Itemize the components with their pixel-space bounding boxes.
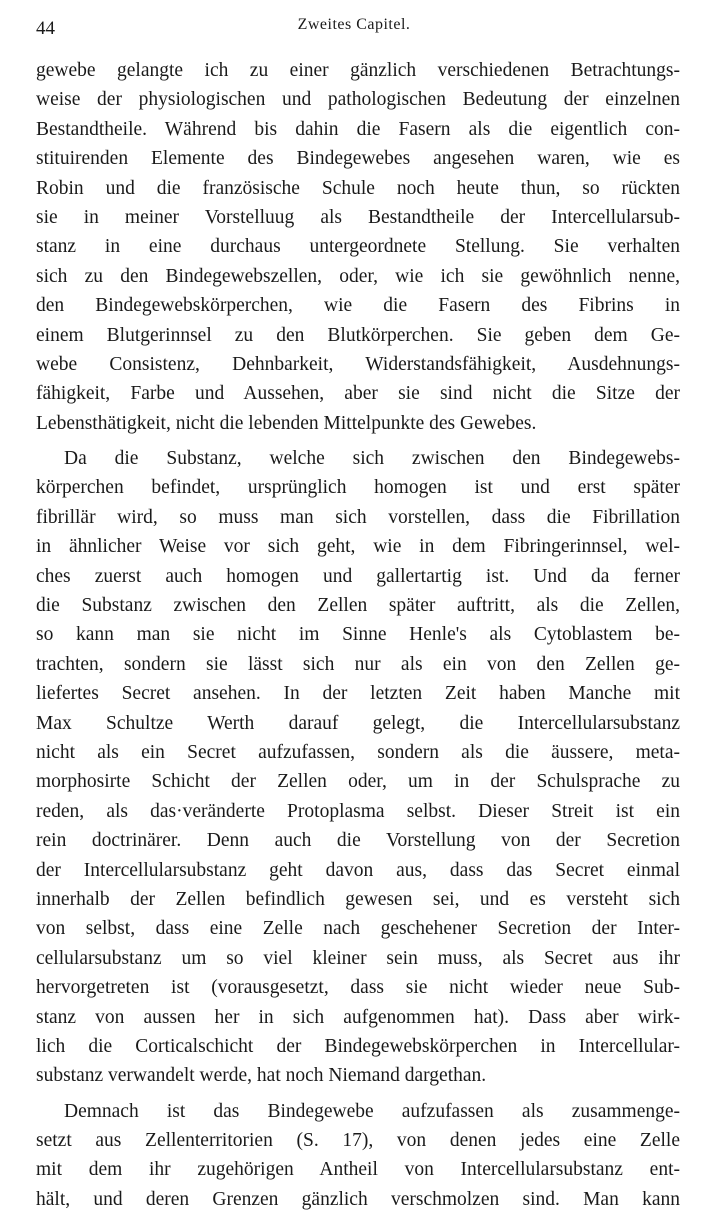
text-line: einem Blutgerinnsel zu den Blutkörperchen. Sie geben dem Ge-: [36, 324, 680, 346]
page-number: 44: [36, 18, 55, 39]
text-line: sie in meiner Vorstelluug als Bestandtheile der Intercellularsub-: [36, 206, 680, 228]
text-line: cellularsubstanz um so viel kleiner sein muss, als Secret aus ihr: [36, 947, 680, 969]
text-line: stanz von aussen her in sich aufgenommen hat). Dass aber wirk-: [36, 1006, 680, 1028]
text-line: stituirenden Elemente des Bindegewebes angesehen waren, wie es: [36, 148, 680, 170]
text-line: die Substanz zwischen den Zellen später auftritt, als die Zellen,: [36, 595, 680, 617]
text-line: der Intercellularsubstanz geht davon aus, dass das Secret einmal: [36, 859, 680, 881]
page-header: [36, 14, 672, 42]
text-line: Demnach ist das Bindegewebe aufzufassen als zusammenge-: [64, 1100, 680, 1122]
text-line: körperchen befindet, ursprünglich homogen ist und erst später: [36, 477, 680, 499]
text-line: reden, als das·veränderte Protoplasma selbst. Dieser Streit ist ein: [36, 800, 680, 822]
text-line: so kann man sie nicht im Sinne Henle's als Cytoblastem be-: [36, 624, 680, 646]
text-line: gewebe gelangte ich zu einer gänzlich verschiedenen Betrachtungs-: [36, 60, 680, 81]
text-line: ches zuerst auch homogen und gallertartig ist. Und da ferner: [36, 565, 680, 587]
text-line: Bestandtheile. Während bis dahin die Fasern als die eigentlich con-: [36, 118, 680, 140]
body-text: [36, 56, 680, 1214]
text-line: Lebensthätigkeit, nicht die lebenden Mittelpunkte des Gewebes.: [36, 412, 537, 434]
text-line: fibrillär wird, so muss man sich vorstellen, dass die Fibrillation: [36, 506, 680, 528]
text-line: in ähnlicher Weise vor sich geht, wie in dem Fibringerinnsel, wel-: [36, 536, 680, 558]
paragraph-3: [36, 1097, 680, 1214]
paragraph-2: [36, 444, 680, 1091]
text-line: webe Consistenz, Dehnbarkeit, Widerstandsfähigkeit, Ausdehnungs-: [36, 353, 680, 375]
text-line: stanz in eine durchaus untergeordnete Stellung. Sie verhalten: [36, 236, 680, 258]
text-line: morphosirte Schicht der Zellen oder, um in der Schulsprache zu: [36, 771, 680, 793]
text-line: trachten, sondern sie lässt sich nur als ein von den Zellen ge-: [36, 653, 680, 675]
text-line: innerhalb der Zellen befindlich gewesen sei, und es versteht sich: [36, 888, 680, 910]
text-line: Robin und die französische Schule noch heute thun, so rückten: [36, 177, 680, 199]
text-line: von selbst, dass eine Zelle nach geschehener Secretion der Inter-: [36, 918, 680, 940]
text-line: fähigkeit, Farbe und Aussehen, aber sie sind nicht die Sitze der: [36, 383, 680, 405]
text-line: weise der physiologischen und pathologischen Bedeutung der einzelnen: [36, 89, 680, 111]
text-line: rein doctrinärer. Denn auch die Vorstellung von der Secretion: [36, 830, 680, 852]
text-line: hält, und deren Grenzen gänzlich verschmolzen sind. Man kann: [36, 1188, 680, 1210]
text-line: hervorgetreten ist (vorausgesetzt, dass sie nicht wieder neue Sub-: [36, 977, 680, 999]
text-line: mit dem ihr zugehörigen Antheil von Intercellularsubstanz ent-: [36, 1159, 680, 1181]
text-line: liefertes Secret ansehen. In der letzten Zeit haben Manche mit: [36, 683, 680, 705]
text-line: den Bindegewebskörperchen, wie die Fasern des Fibrins in: [36, 295, 680, 317]
paragraph-1: [36, 56, 680, 438]
text-line: lich die Corticalschicht der Bindegewebskörperchen in Intercellular-: [36, 1035, 680, 1057]
text-line: Da die Substanz, welche sich zwischen den Bindegewebs-: [64, 448, 680, 470]
running-head: Zweites Capitel.: [297, 16, 411, 33]
text-line: substanz verwandelt werde, hat noch Niemand dargethan.: [36, 1065, 487, 1087]
text-line: setzt aus Zellenterritorien (S. 17), von denen jedes eine Zelle: [36, 1130, 680, 1152]
text-line: Max Schultze Werth darauf gelegt, die Intercellularsubstanz: [36, 712, 680, 734]
text-line: nicht als ein Secret aufzufassen, sondern als die äussere, meta-: [36, 741, 680, 763]
text-line: sich zu den Bindegewebszellen, oder, wie ich sie gewöhnlich nenne,: [36, 265, 680, 287]
